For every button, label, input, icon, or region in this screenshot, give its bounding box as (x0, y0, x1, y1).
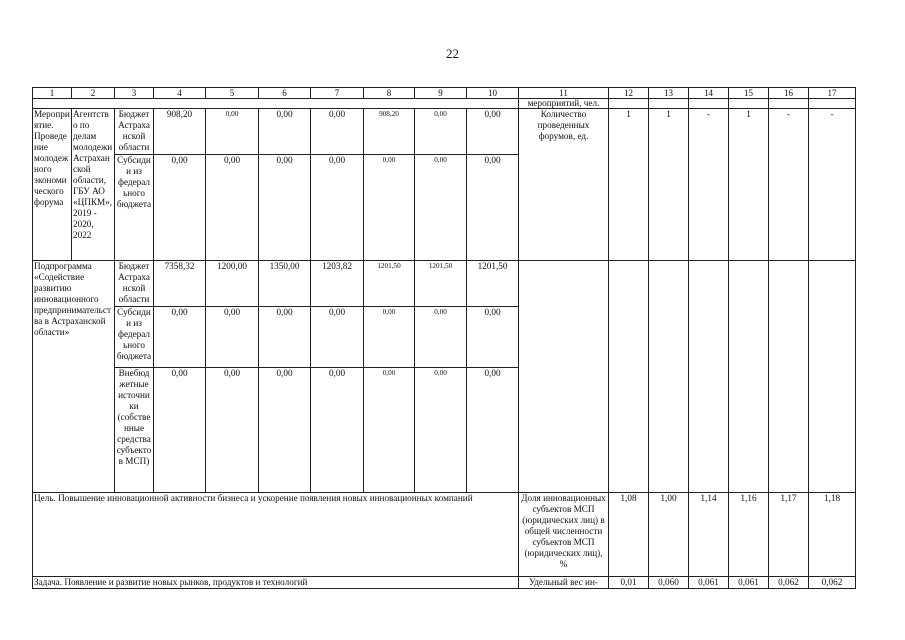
subprogram-federal-y6: 0,00 (467, 307, 519, 368)
col-num-5: 5 (206, 88, 259, 99)
measure-federal-y4: 0,00 (364, 155, 415, 261)
measure-source-federal: Субсидии из федерального бюджета (115, 155, 154, 261)
measure-target-3: - (689, 109, 729, 261)
col-num-2: 2 (72, 88, 115, 99)
subprogram-federal-y1: 0,00 (206, 307, 259, 368)
goal-target-2: 1,00 (649, 493, 689, 577)
task-target-6: 0,062 (809, 577, 856, 589)
budget-table (32, 87, 856, 589)
task-indicator: Удельный вес ин- (519, 577, 609, 589)
goal-indicator: Доля инновационных субъектов МСП (юридических лиц) в общей численности субъектов МСП (юридических лиц), % (519, 493, 609, 577)
subprogram-regional-total: 7358,32 (154, 261, 206, 307)
measure-regional-y5: 0,00 (415, 109, 467, 155)
subprogram-extra-y1: 0,00 (206, 368, 259, 493)
col-num-7: 7 (311, 88, 364, 99)
col-num-6: 6 (259, 88, 311, 99)
subprogram-federal-y3: 0,00 (311, 307, 364, 368)
measure-regional-y1: 0,00 (206, 109, 259, 155)
measure-name: Мероприятие. Проведение молодежного экономического форума (33, 109, 72, 261)
goal-text: Цель. Повышение инновационной активности бизнеса и ускорение появления новых инновационных компаний (33, 493, 519, 577)
task-text: Задача. Появление и развитие новых рынков, продуктов и технологий (33, 577, 519, 589)
subprogram-regional-y1: 1200,00 (206, 261, 259, 307)
col-num-3: 3 (115, 88, 154, 99)
carry-over-left (33, 99, 519, 109)
measure-source-regional: Бюджет Астраханской области (115, 109, 154, 155)
subprogram-extra-total: 0,00 (154, 368, 206, 493)
col-num-11: 11 (519, 88, 609, 99)
measure-target-5: - (769, 109, 809, 261)
col-num-13: 13 (649, 88, 689, 99)
task-row (33, 577, 856, 589)
goal-row (33, 493, 856, 577)
column-number-row (33, 88, 856, 99)
measure-federal-total: 0,00 (154, 155, 206, 261)
measure-federal-y2: 0,00 (259, 155, 311, 261)
subprogram-federal-y5: 0,00 (415, 307, 467, 368)
subprogram-federal-total: 0,00 (154, 307, 206, 368)
measure-target-4: 1 (729, 109, 769, 261)
measure-regional-y4: 908,20 (364, 109, 415, 155)
goal-target-5: 1,17 (769, 493, 809, 577)
subprogram-regional-y5: 1201,50 (415, 261, 467, 307)
subprogram-federal-y2: 0,00 (259, 307, 311, 368)
subprogram-extra-y5: 0,00 (415, 368, 467, 493)
task-target-2: 0,060 (649, 577, 689, 589)
col-num-1: 1 (33, 88, 72, 99)
subprogram-extra-y3: 0,00 (311, 368, 364, 493)
subprogram-regional-y6: 1201,50 (467, 261, 519, 307)
measure-regional-y3: 0,00 (311, 109, 364, 155)
subprogram-regional-y3: 1203,82 (311, 261, 364, 307)
measure-federal-y3: 0,00 (311, 155, 364, 261)
carry-over-indicator: мероприятий, чел. (519, 99, 609, 109)
measure-target-1: 1 (609, 109, 649, 261)
subprogram-extra-y2: 0,00 (259, 368, 311, 493)
col-num-14: 14 (689, 88, 729, 99)
col-num-17: 17 (809, 88, 856, 99)
col-num-9: 9 (415, 88, 467, 99)
task-target-3: 0,061 (689, 577, 729, 589)
col-num-10: 10 (467, 88, 519, 99)
subprogram-extra-y4: 0,00 (364, 368, 415, 493)
subprogram-row-regional (33, 261, 856, 307)
goal-target-1: 1,08 (609, 493, 649, 577)
goal-target-4: 1,16 (729, 493, 769, 577)
subprogram-regional-y2: 1350,00 (259, 261, 311, 307)
col-num-15: 15 (729, 88, 769, 99)
col-num-16: 16 (769, 88, 809, 99)
measure-executor: Агентство по делам молодежи Астраханской области, ГБУ АО «ЦПКМ», 2019 - 2020, 2022 (72, 109, 115, 261)
task-target-5: 0,062 (769, 577, 809, 589)
subprogram-source-extra: Внебюджетные источники (собственные средства субъектов МСП) (115, 368, 154, 493)
measure-regional-y6: 0,00 (467, 109, 519, 155)
measure-federal-y5: 0,00 (415, 155, 467, 261)
subprogram-name: Подпрограмма «Содействие развитию инновационного предпринимательства в Астраханской области» (33, 261, 115, 493)
col-num-4: 4 (154, 88, 206, 99)
measure-indicator: Количество проведенных форумов, ед. (519, 109, 609, 261)
subprogram-source-federal: Субсидии из федерального бюджета (115, 307, 154, 368)
goal-target-3: 1,14 (689, 493, 729, 577)
measure-target-6: - (809, 109, 856, 261)
goal-target-6: 1,18 (809, 493, 856, 577)
subprogram-federal-y4: 0,00 (364, 307, 415, 368)
subprogram-source-regional: Бюджет Астраханской области (115, 261, 154, 307)
measure-target-2: 1 (649, 109, 689, 261)
task-target-1: 0,01 (609, 577, 649, 589)
subprogram-extra-y6: 0,00 (467, 368, 519, 493)
col-num-12: 12 (609, 88, 649, 99)
measure-regional-y2: 0,00 (259, 109, 311, 155)
carry-over-row (33, 99, 856, 109)
measure-regional-total: 908,20 (154, 109, 206, 155)
page-number: 22 (446, 46, 459, 61)
task-target-4: 0,061 (729, 577, 769, 589)
col-num-8: 8 (364, 88, 415, 99)
measure-row-regional (33, 109, 856, 155)
subprogram-regional-y4: 1201,50 (364, 261, 415, 307)
measure-federal-y1: 0,00 (206, 155, 259, 261)
measure-federal-y6: 0,00 (467, 155, 519, 261)
